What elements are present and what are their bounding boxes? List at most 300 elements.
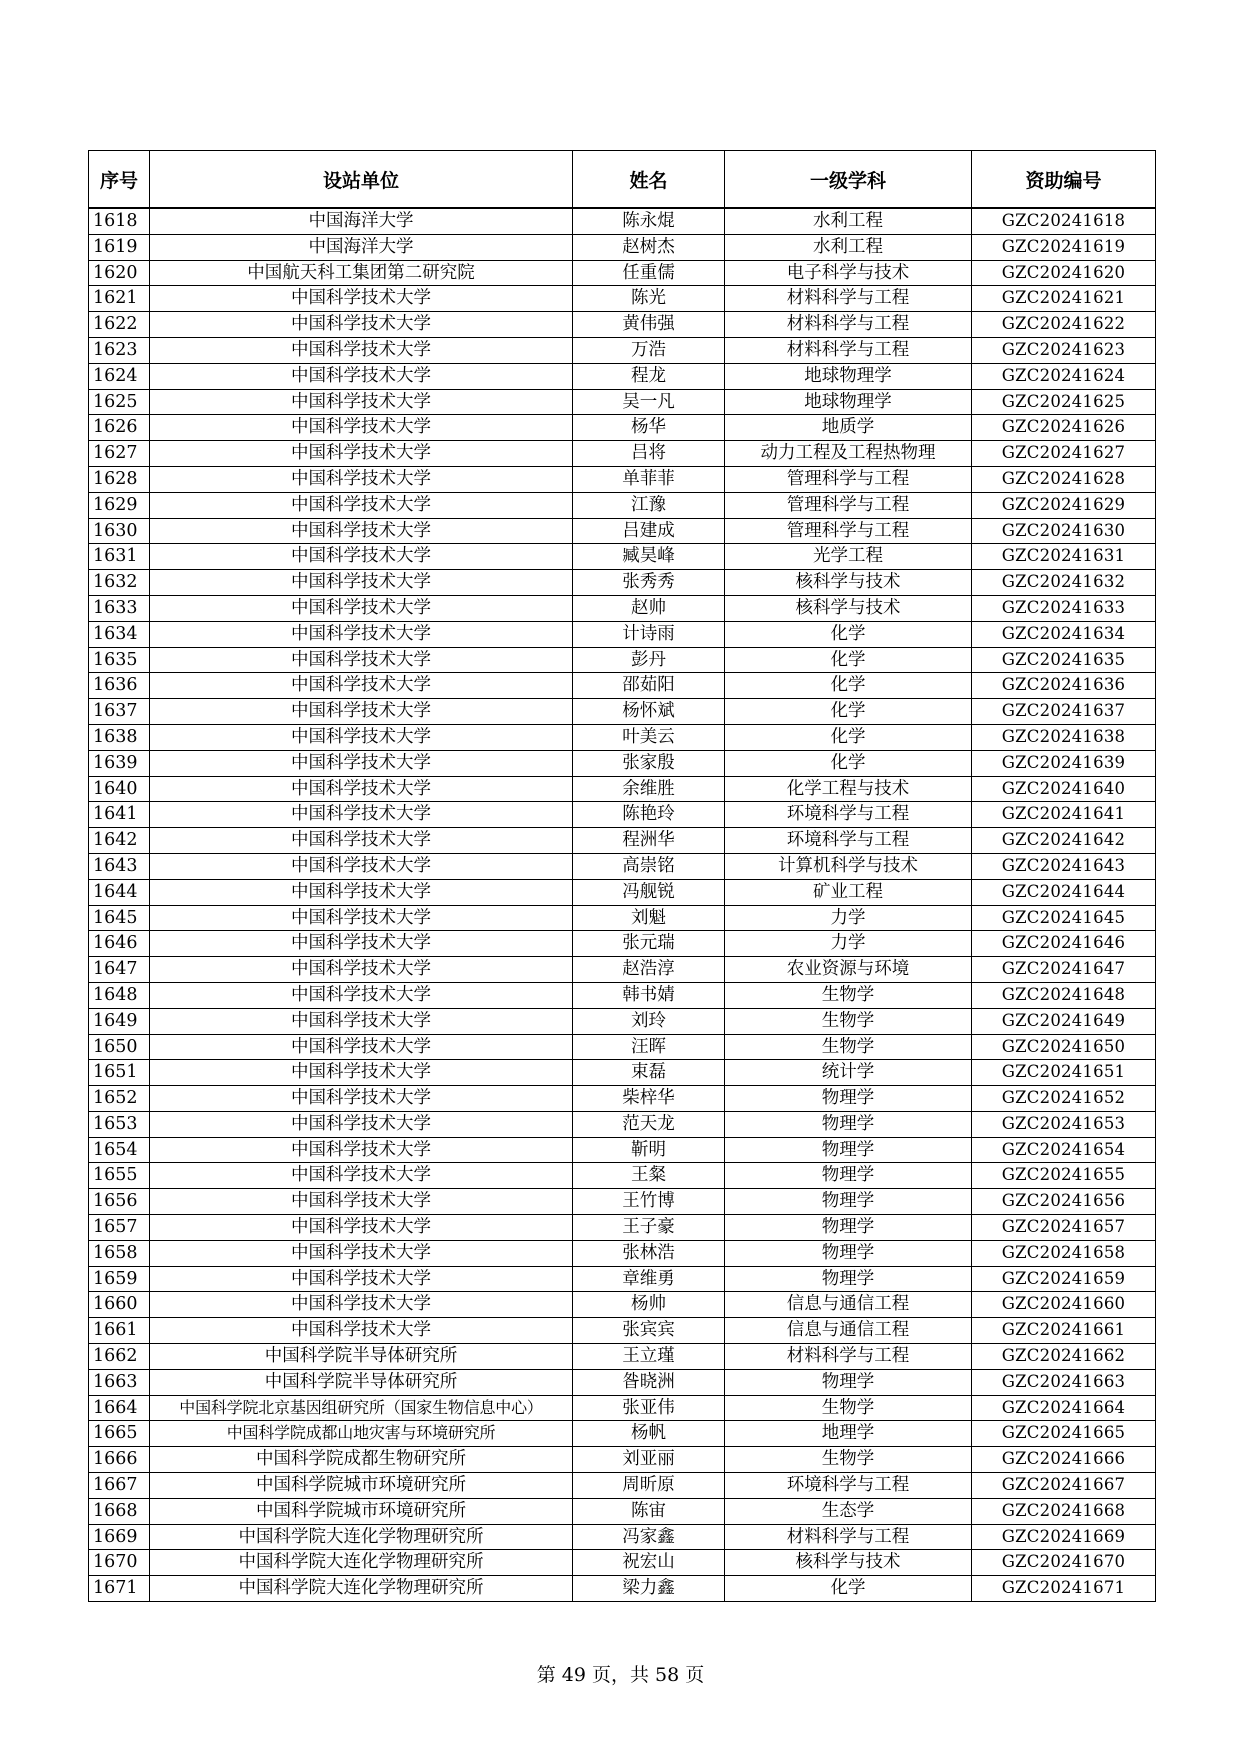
cell-name: 彭丹 xyxy=(573,647,725,673)
cell-seq: 1653 xyxy=(89,1111,150,1137)
cell-seq: 1667 xyxy=(89,1473,150,1499)
cell-seq: 1645 xyxy=(89,905,150,931)
cell-name: 邵茹阳 xyxy=(573,673,725,699)
cell-seq: 1656 xyxy=(89,1189,150,1215)
cell-discipline: 化学 xyxy=(725,699,972,725)
table-row xyxy=(89,518,1156,544)
table-row xyxy=(89,1086,1156,1112)
cell-discipline: 统计学 xyxy=(725,1060,972,1086)
cell-name: 陈宙 xyxy=(573,1498,725,1524)
cell-seq: 1638 xyxy=(89,724,150,750)
cell-name: 单菲菲 xyxy=(573,466,725,492)
cell-name: 冯舰锐 xyxy=(573,879,725,905)
cell-grant-code: GZC20241625 xyxy=(972,389,1156,415)
cell-seq: 1670 xyxy=(89,1550,150,1576)
table-row xyxy=(89,544,1156,570)
cell-unit: 中国科学技术大学 xyxy=(150,982,573,1008)
funding-roster-table xyxy=(88,150,1156,1602)
cell-grant-code: GZC20241622 xyxy=(972,312,1156,338)
cell-name: 吴一凡 xyxy=(573,389,725,415)
table-row xyxy=(89,492,1156,518)
cell-seq: 1661 xyxy=(89,1318,150,1344)
cell-grant-code: GZC20241619 xyxy=(972,234,1156,260)
cell-unit: 中国科学技术大学 xyxy=(150,879,573,905)
cell-grant-code: GZC20241649 xyxy=(972,1008,1156,1034)
cell-seq: 1619 xyxy=(89,234,150,260)
cell-grant-code: GZC20241620 xyxy=(972,260,1156,286)
table-row xyxy=(89,1189,1156,1215)
cell-discipline: 化学 xyxy=(725,673,972,699)
cell-grant-code: GZC20241655 xyxy=(972,1163,1156,1189)
cell-seq: 1644 xyxy=(89,879,150,905)
cell-discipline: 物理学 xyxy=(725,1240,972,1266)
cell-name: 计诗雨 xyxy=(573,621,725,647)
cell-name: 江豫 xyxy=(573,492,725,518)
cell-unit: 中国科学技术大学 xyxy=(150,466,573,492)
cell-unit: 中国科学技术大学 xyxy=(150,1292,573,1318)
cell-discipline: 物理学 xyxy=(725,1086,972,1112)
cell-grant-code: GZC20241648 xyxy=(972,982,1156,1008)
cell-grant-code: GZC20241654 xyxy=(972,1137,1156,1163)
table-row xyxy=(89,776,1156,802)
header-discipline: 一级学科 xyxy=(725,151,972,209)
cell-discipline: 物理学 xyxy=(725,1163,972,1189)
cell-name: 余维胜 xyxy=(573,776,725,802)
cell-unit: 中国科学技术大学 xyxy=(150,286,573,312)
cell-seq: 1660 xyxy=(89,1292,150,1318)
cell-name: 刘玲 xyxy=(573,1008,725,1034)
cell-grant-code: GZC20241638 xyxy=(972,724,1156,750)
cell-name: 冯家鑫 xyxy=(573,1524,725,1550)
cell-unit: 中国海洋大学 xyxy=(150,208,573,234)
cell-unit: 中国科学技术大学 xyxy=(150,1215,573,1241)
cell-seq: 1654 xyxy=(89,1137,150,1163)
cell-seq: 1637 xyxy=(89,699,150,725)
table-row xyxy=(89,1137,1156,1163)
cell-name: 张元瑞 xyxy=(573,931,725,957)
header-unit: 设站单位 xyxy=(150,151,573,209)
cell-grant-code: GZC20241646 xyxy=(972,931,1156,957)
cell-seq: 1627 xyxy=(89,441,150,467)
cell-discipline: 电子科学与技术 xyxy=(725,260,972,286)
cell-grant-code: GZC20241631 xyxy=(972,544,1156,570)
cell-discipline: 管理科学与工程 xyxy=(725,466,972,492)
table-row xyxy=(89,441,1156,467)
cell-grant-code: GZC20241664 xyxy=(972,1395,1156,1421)
cell-seq: 1629 xyxy=(89,492,150,518)
table-body xyxy=(89,208,1156,1602)
cell-grant-code: GZC20241626 xyxy=(972,415,1156,441)
cell-discipline: 物理学 xyxy=(725,1137,972,1163)
cell-discipline: 农业资源与环境 xyxy=(725,957,972,983)
cell-unit: 中国科学技术大学 xyxy=(150,363,573,389)
cell-discipline: 水利工程 xyxy=(725,208,972,234)
table-row xyxy=(89,931,1156,957)
cell-unit: 中国科学院大连化学物理研究所 xyxy=(150,1550,573,1576)
cell-name: 祝宏山 xyxy=(573,1550,725,1576)
cell-name: 叶美云 xyxy=(573,724,725,750)
table-row xyxy=(89,673,1156,699)
cell-discipline: 物理学 xyxy=(725,1111,972,1137)
cell-seq: 1651 xyxy=(89,1060,150,1086)
cell-name: 万浩 xyxy=(573,337,725,363)
cell-discipline: 化学工程与技术 xyxy=(725,776,972,802)
table-row xyxy=(89,363,1156,389)
cell-grant-code: GZC20241661 xyxy=(972,1318,1156,1344)
cell-name: 张林浩 xyxy=(573,1240,725,1266)
cell-name: 赵浩淳 xyxy=(573,957,725,983)
cell-name: 昝晓洲 xyxy=(573,1369,725,1395)
cell-name: 程洲华 xyxy=(573,828,725,854)
table-row xyxy=(89,1473,1156,1499)
cell-grant-code: GZC20241669 xyxy=(972,1524,1156,1550)
cell-seq: 1626 xyxy=(89,415,150,441)
cell-name: 韩书婧 xyxy=(573,982,725,1008)
table-row xyxy=(89,879,1156,905)
cell-name: 刘魁 xyxy=(573,905,725,931)
table-row xyxy=(89,802,1156,828)
cell-discipline: 化学 xyxy=(725,621,972,647)
cell-seq: 1668 xyxy=(89,1498,150,1524)
cell-unit: 中国科学技术大学 xyxy=(150,492,573,518)
cell-seq: 1631 xyxy=(89,544,150,570)
cell-seq: 1640 xyxy=(89,776,150,802)
cell-grant-code: GZC20241651 xyxy=(972,1060,1156,1086)
cell-unit: 中国科学技术大学 xyxy=(150,595,573,621)
table-row xyxy=(89,905,1156,931)
cell-grant-code: GZC20241642 xyxy=(972,828,1156,854)
cell-discipline: 物理学 xyxy=(725,1215,972,1241)
cell-seq: 1623 xyxy=(89,337,150,363)
cell-seq: 1634 xyxy=(89,621,150,647)
cell-unit: 中国科学技术大学 xyxy=(150,802,573,828)
cell-name: 梁力鑫 xyxy=(573,1576,725,1602)
cell-discipline: 生物学 xyxy=(725,982,972,1008)
cell-seq: 1621 xyxy=(89,286,150,312)
table-row xyxy=(89,1163,1156,1189)
cell-name: 黄伟强 xyxy=(573,312,725,338)
cell-name: 王子豪 xyxy=(573,1215,725,1241)
cell-discipline: 管理科学与工程 xyxy=(725,492,972,518)
cell-name: 杨华 xyxy=(573,415,725,441)
cell-unit: 中国科学技术大学 xyxy=(150,1266,573,1292)
cell-grant-code: GZC20241627 xyxy=(972,441,1156,467)
cell-name: 杨帆 xyxy=(573,1421,725,1447)
table-row xyxy=(89,312,1156,338)
cell-discipline: 材料科学与工程 xyxy=(725,337,972,363)
cell-seq: 1666 xyxy=(89,1447,150,1473)
cell-unit: 中国科学技术大学 xyxy=(150,1111,573,1137)
table-row xyxy=(89,1034,1156,1060)
cell-name: 束磊 xyxy=(573,1060,725,1086)
cell-grant-code: GZC20241636 xyxy=(972,673,1156,699)
table-header xyxy=(89,151,1156,209)
cell-unit: 中国海洋大学 xyxy=(150,234,573,260)
cell-discipline: 核科学与技术 xyxy=(725,595,972,621)
cell-name: 臧昊峰 xyxy=(573,544,725,570)
cell-unit: 中国科学技术大学 xyxy=(150,1034,573,1060)
header-seq: 序号 xyxy=(89,151,150,209)
cell-discipline: 地球物理学 xyxy=(725,363,972,389)
cell-name: 任重儒 xyxy=(573,260,725,286)
table-row xyxy=(89,570,1156,596)
cell-unit: 中国科学院半导体研究所 xyxy=(150,1344,573,1370)
cell-grant-code: GZC20241634 xyxy=(972,621,1156,647)
table-row xyxy=(89,1524,1156,1550)
table-row xyxy=(89,621,1156,647)
table-row xyxy=(89,1369,1156,1395)
cell-name: 陈光 xyxy=(573,286,725,312)
cell-unit: 中国科学技术大学 xyxy=(150,389,573,415)
cell-discipline: 水利工程 xyxy=(725,234,972,260)
cell-seq: 1630 xyxy=(89,518,150,544)
document-sheet xyxy=(88,150,1155,1602)
cell-grant-code: GZC20241644 xyxy=(972,879,1156,905)
cell-grant-code: GZC20241645 xyxy=(972,905,1156,931)
cell-unit: 中国科学技术大学 xyxy=(150,957,573,983)
table-row xyxy=(89,750,1156,776)
cell-grant-code: GZC20241656 xyxy=(972,1189,1156,1215)
cell-discipline: 力学 xyxy=(725,931,972,957)
table-row xyxy=(89,234,1156,260)
table-row xyxy=(89,1292,1156,1318)
cell-unit: 中国科学院成都生物研究所 xyxy=(150,1447,573,1473)
cell-unit: 中国科学技术大学 xyxy=(150,518,573,544)
table-row xyxy=(89,1447,1156,1473)
cell-seq: 1659 xyxy=(89,1266,150,1292)
cell-discipline: 材料科学与工程 xyxy=(725,286,972,312)
cell-seq: 1648 xyxy=(89,982,150,1008)
table-row xyxy=(89,957,1156,983)
cell-discipline: 材料科学与工程 xyxy=(725,1524,972,1550)
cell-name: 陈艳玲 xyxy=(573,802,725,828)
cell-seq: 1650 xyxy=(89,1034,150,1060)
cell-unit: 中国科学技术大学 xyxy=(150,699,573,725)
table-row xyxy=(89,1576,1156,1602)
cell-name: 吕建成 xyxy=(573,518,725,544)
table-row xyxy=(89,699,1156,725)
cell-discipline: 管理科学与工程 xyxy=(725,518,972,544)
cell-name: 范天龙 xyxy=(573,1111,725,1137)
cell-grant-code: GZC20241653 xyxy=(972,1111,1156,1137)
cell-unit: 中国科学技术大学 xyxy=(150,1086,573,1112)
cell-name: 王立瑾 xyxy=(573,1344,725,1370)
cell-unit: 中国科学技术大学 xyxy=(150,776,573,802)
cell-unit: 中国科学技术大学 xyxy=(150,828,573,854)
cell-unit: 中国科学技术大学 xyxy=(150,312,573,338)
cell-name: 张亚伟 xyxy=(573,1395,725,1421)
cell-discipline: 环境科学与工程 xyxy=(725,802,972,828)
cell-grant-code: GZC20241665 xyxy=(972,1421,1156,1447)
cell-seq: 1635 xyxy=(89,647,150,673)
cell-name: 汪晖 xyxy=(573,1034,725,1060)
cell-seq: 1643 xyxy=(89,853,150,879)
table-row xyxy=(89,1111,1156,1137)
cell-seq: 1624 xyxy=(89,363,150,389)
cell-seq: 1625 xyxy=(89,389,150,415)
page-number: 第 49 页，共 58 页 xyxy=(536,1664,705,1686)
cell-unit: 中国科学技术大学 xyxy=(150,1060,573,1086)
cell-unit: 中国科学技术大学 xyxy=(150,544,573,570)
cell-name: 王粲 xyxy=(573,1163,725,1189)
cell-discipline: 生物学 xyxy=(725,1008,972,1034)
table-row xyxy=(89,466,1156,492)
cell-discipline: 地质学 xyxy=(725,415,972,441)
cell-unit: 中国科学技术大学 xyxy=(150,647,573,673)
cell-grant-code: GZC20241662 xyxy=(972,1344,1156,1370)
cell-discipline: 核科学与技术 xyxy=(725,1550,972,1576)
cell-unit: 中国科学院大连化学物理研究所 xyxy=(150,1524,573,1550)
table-row xyxy=(89,415,1156,441)
table-row xyxy=(89,828,1156,854)
cell-grant-code: GZC20241668 xyxy=(972,1498,1156,1524)
cell-grant-code: GZC20241629 xyxy=(972,492,1156,518)
cell-grant-code: GZC20241632 xyxy=(972,570,1156,596)
cell-seq: 1658 xyxy=(89,1240,150,1266)
table-row xyxy=(89,1060,1156,1086)
header-name: 姓名 xyxy=(573,151,725,209)
cell-name: 程龙 xyxy=(573,363,725,389)
table-row xyxy=(89,647,1156,673)
cell-seq: 1646 xyxy=(89,931,150,957)
cell-discipline: 物理学 xyxy=(725,1266,972,1292)
cell-discipline: 信息与通信工程 xyxy=(725,1292,972,1318)
table-row xyxy=(89,853,1156,879)
cell-seq: 1664 xyxy=(89,1395,150,1421)
cell-discipline: 环境科学与工程 xyxy=(725,1473,972,1499)
cell-unit: 中国科学技术大学 xyxy=(150,1240,573,1266)
cell-grant-code: GZC20241639 xyxy=(972,750,1156,776)
cell-unit: 中国科学技术大学 xyxy=(150,1008,573,1034)
table-row xyxy=(89,1344,1156,1370)
cell-grant-code: GZC20241663 xyxy=(972,1369,1156,1395)
cell-unit: 中国科学技术大学 xyxy=(150,1318,573,1344)
cell-discipline: 材料科学与工程 xyxy=(725,1344,972,1370)
cell-unit: 中国科学院城市环境研究所 xyxy=(150,1473,573,1499)
table-row xyxy=(89,389,1156,415)
cell-discipline: 材料科学与工程 xyxy=(725,312,972,338)
cell-grant-code: GZC20241621 xyxy=(972,286,1156,312)
cell-seq: 1652 xyxy=(89,1086,150,1112)
cell-discipline: 化学 xyxy=(725,750,972,776)
table-row xyxy=(89,1318,1156,1344)
cell-name: 柴梓华 xyxy=(573,1086,725,1112)
cell-grant-code: GZC20241643 xyxy=(972,853,1156,879)
cell-seq: 1633 xyxy=(89,595,150,621)
cell-grant-code: GZC20241667 xyxy=(972,1473,1156,1499)
cell-grant-code: GZC20241657 xyxy=(972,1215,1156,1241)
cell-unit: 中国科学院北京基因组研究所（国家生物信息中心） xyxy=(150,1395,573,1421)
cell-unit: 中国科学技术大学 xyxy=(150,724,573,750)
cell-discipline: 核科学与技术 xyxy=(725,570,972,596)
cell-name: 杨帅 xyxy=(573,1292,725,1318)
cell-name: 刘亚丽 xyxy=(573,1447,725,1473)
cell-discipline: 化学 xyxy=(725,647,972,673)
table-row xyxy=(89,337,1156,363)
cell-grant-code: GZC20241666 xyxy=(972,1447,1156,1473)
cell-name: 陈永焜 xyxy=(573,208,725,234)
cell-discipline: 化学 xyxy=(725,1576,972,1602)
cell-seq: 1628 xyxy=(89,466,150,492)
cell-discipline: 化学 xyxy=(725,724,972,750)
table-row xyxy=(89,595,1156,621)
cell-discipline: 动力工程及工程热物理 xyxy=(725,441,972,467)
cell-seq: 1639 xyxy=(89,750,150,776)
header-row xyxy=(89,151,1156,209)
cell-seq: 1641 xyxy=(89,802,150,828)
cell-discipline: 生物学 xyxy=(725,1447,972,1473)
table-row xyxy=(89,260,1156,286)
cell-grant-code: GZC20241640 xyxy=(972,776,1156,802)
cell-discipline: 生物学 xyxy=(725,1395,972,1421)
cell-grant-code: GZC20241637 xyxy=(972,699,1156,725)
header-grant-code: 资助编号 xyxy=(972,151,1156,209)
cell-unit: 中国科学技术大学 xyxy=(150,621,573,647)
cell-unit: 中国科学技术大学 xyxy=(150,1189,573,1215)
cell-seq: 1665 xyxy=(89,1421,150,1447)
cell-seq: 1622 xyxy=(89,312,150,338)
cell-grant-code: GZC20241641 xyxy=(972,802,1156,828)
table-row xyxy=(89,1498,1156,1524)
cell-seq: 1632 xyxy=(89,570,150,596)
cell-grant-code: GZC20241624 xyxy=(972,363,1156,389)
cell-unit: 中国科学院大连化学物理研究所 xyxy=(150,1576,573,1602)
cell-seq: 1647 xyxy=(89,957,150,983)
cell-unit: 中国科学技术大学 xyxy=(150,673,573,699)
cell-unit: 中国科学技术大学 xyxy=(150,570,573,596)
cell-seq: 1620 xyxy=(89,260,150,286)
cell-grant-code: GZC20241670 xyxy=(972,1550,1156,1576)
cell-name: 赵树杰 xyxy=(573,234,725,260)
table-row xyxy=(89,1215,1156,1241)
table-row xyxy=(89,1395,1156,1421)
cell-name: 张秀秀 xyxy=(573,570,725,596)
cell-seq: 1657 xyxy=(89,1215,150,1241)
table-row xyxy=(89,1421,1156,1447)
cell-name: 张宾宾 xyxy=(573,1318,725,1344)
cell-unit: 中国科学技术大学 xyxy=(150,750,573,776)
cell-grant-code: GZC20241623 xyxy=(972,337,1156,363)
cell-name: 赵帅 xyxy=(573,595,725,621)
cell-discipline: 地理学 xyxy=(725,1421,972,1447)
table-row xyxy=(89,982,1156,1008)
cell-seq: 1636 xyxy=(89,673,150,699)
cell-grant-code: GZC20241633 xyxy=(972,595,1156,621)
cell-discipline: 光学工程 xyxy=(725,544,972,570)
cell-seq: 1655 xyxy=(89,1163,150,1189)
cell-seq: 1662 xyxy=(89,1344,150,1370)
cell-unit: 中国科学技术大学 xyxy=(150,931,573,957)
cell-discipline: 矿业工程 xyxy=(725,879,972,905)
table-row xyxy=(89,1008,1156,1034)
table-row xyxy=(89,1550,1156,1576)
table-row xyxy=(89,1266,1156,1292)
cell-name: 吕将 xyxy=(573,441,725,467)
cell-unit: 中国科学技术大学 xyxy=(150,853,573,879)
cell-seq: 1669 xyxy=(89,1524,150,1550)
table-row xyxy=(89,724,1156,750)
table-row xyxy=(89,208,1156,234)
cell-name: 靳明 xyxy=(573,1137,725,1163)
cell-discipline: 物理学 xyxy=(725,1189,972,1215)
cell-unit: 中国科学技术大学 xyxy=(150,1137,573,1163)
cell-grant-code: GZC20241659 xyxy=(972,1266,1156,1292)
cell-grant-code: GZC20241671 xyxy=(972,1576,1156,1602)
cell-seq: 1649 xyxy=(89,1008,150,1034)
cell-seq: 1618 xyxy=(89,208,150,234)
cell-grant-code: GZC20241647 xyxy=(972,957,1156,983)
cell-discipline: 地球物理学 xyxy=(725,389,972,415)
